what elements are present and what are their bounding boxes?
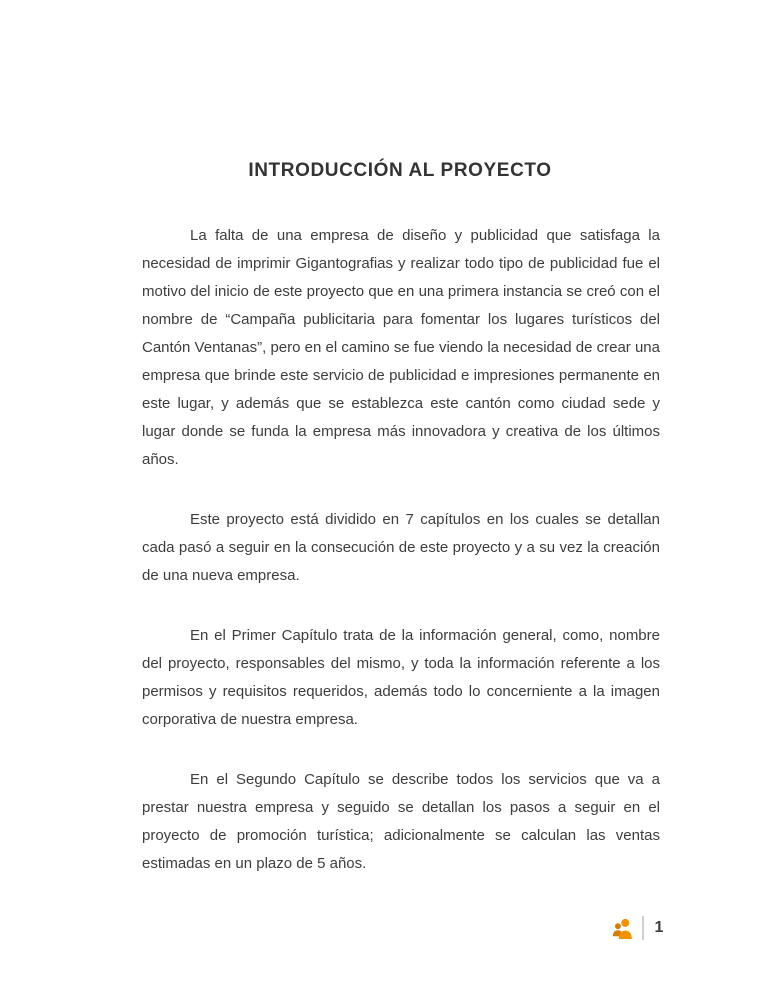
document-body bbox=[142, 222, 660, 878]
page-title: INTRODUCCIÓN AL PROYECTO bbox=[248, 160, 552, 181]
paragraph-chapters-overview: Este proyecto está dividido en 7 capítulos en los cuales se detallan cada pasó a seguir en la consecución de este proyecto y a su vez la creación de una nueva empresa. bbox=[142, 511, 660, 584]
paragraph-second-chapter: En el Segundo Capítulo se describe todos los servicios que va a prestar nuestra empresa y seguido se detallan los pasos a seguir en el proyecto de promoción turística; adicionalmente se calculan las ventas estimadas en un plazo de 5 años. bbox=[142, 771, 660, 872]
page-footer bbox=[612, 916, 666, 940]
paragraph-intro: La falta de una empresa de diseño y publicidad que satisfaga la necesidad de imprimir Gigantografias y realizar todo tipo de publicidad fue el motivo del inicio de este proyecto que en una primera instancia se creó con el nombre de “Campaña publicitaria para fomentar los lugares turísticos del Cantón Ventanas”, pero en el camino se fue viendo la necesidad de crear una empresa que brinde este servicio de publicidad e impresiones permanente en este lugar, y además que se establezca este cantón como ciudad sede y lugar donde se funda la empresa más innovadora y creativa de los últimos años. bbox=[142, 227, 660, 468]
footer-divider bbox=[642, 916, 644, 940]
person-logo-icon bbox=[612, 916, 634, 940]
page-number: 1 bbox=[654, 919, 664, 936]
paragraph-first-chapter: En el Primer Capítulo trata de la información general, como, nombre del proyecto, responsables del mismo, y toda la información referente a los permisos y requisitos requeridos, además todo lo concerniente a la imagen corporativa de nuestra empresa. bbox=[142, 627, 660, 728]
